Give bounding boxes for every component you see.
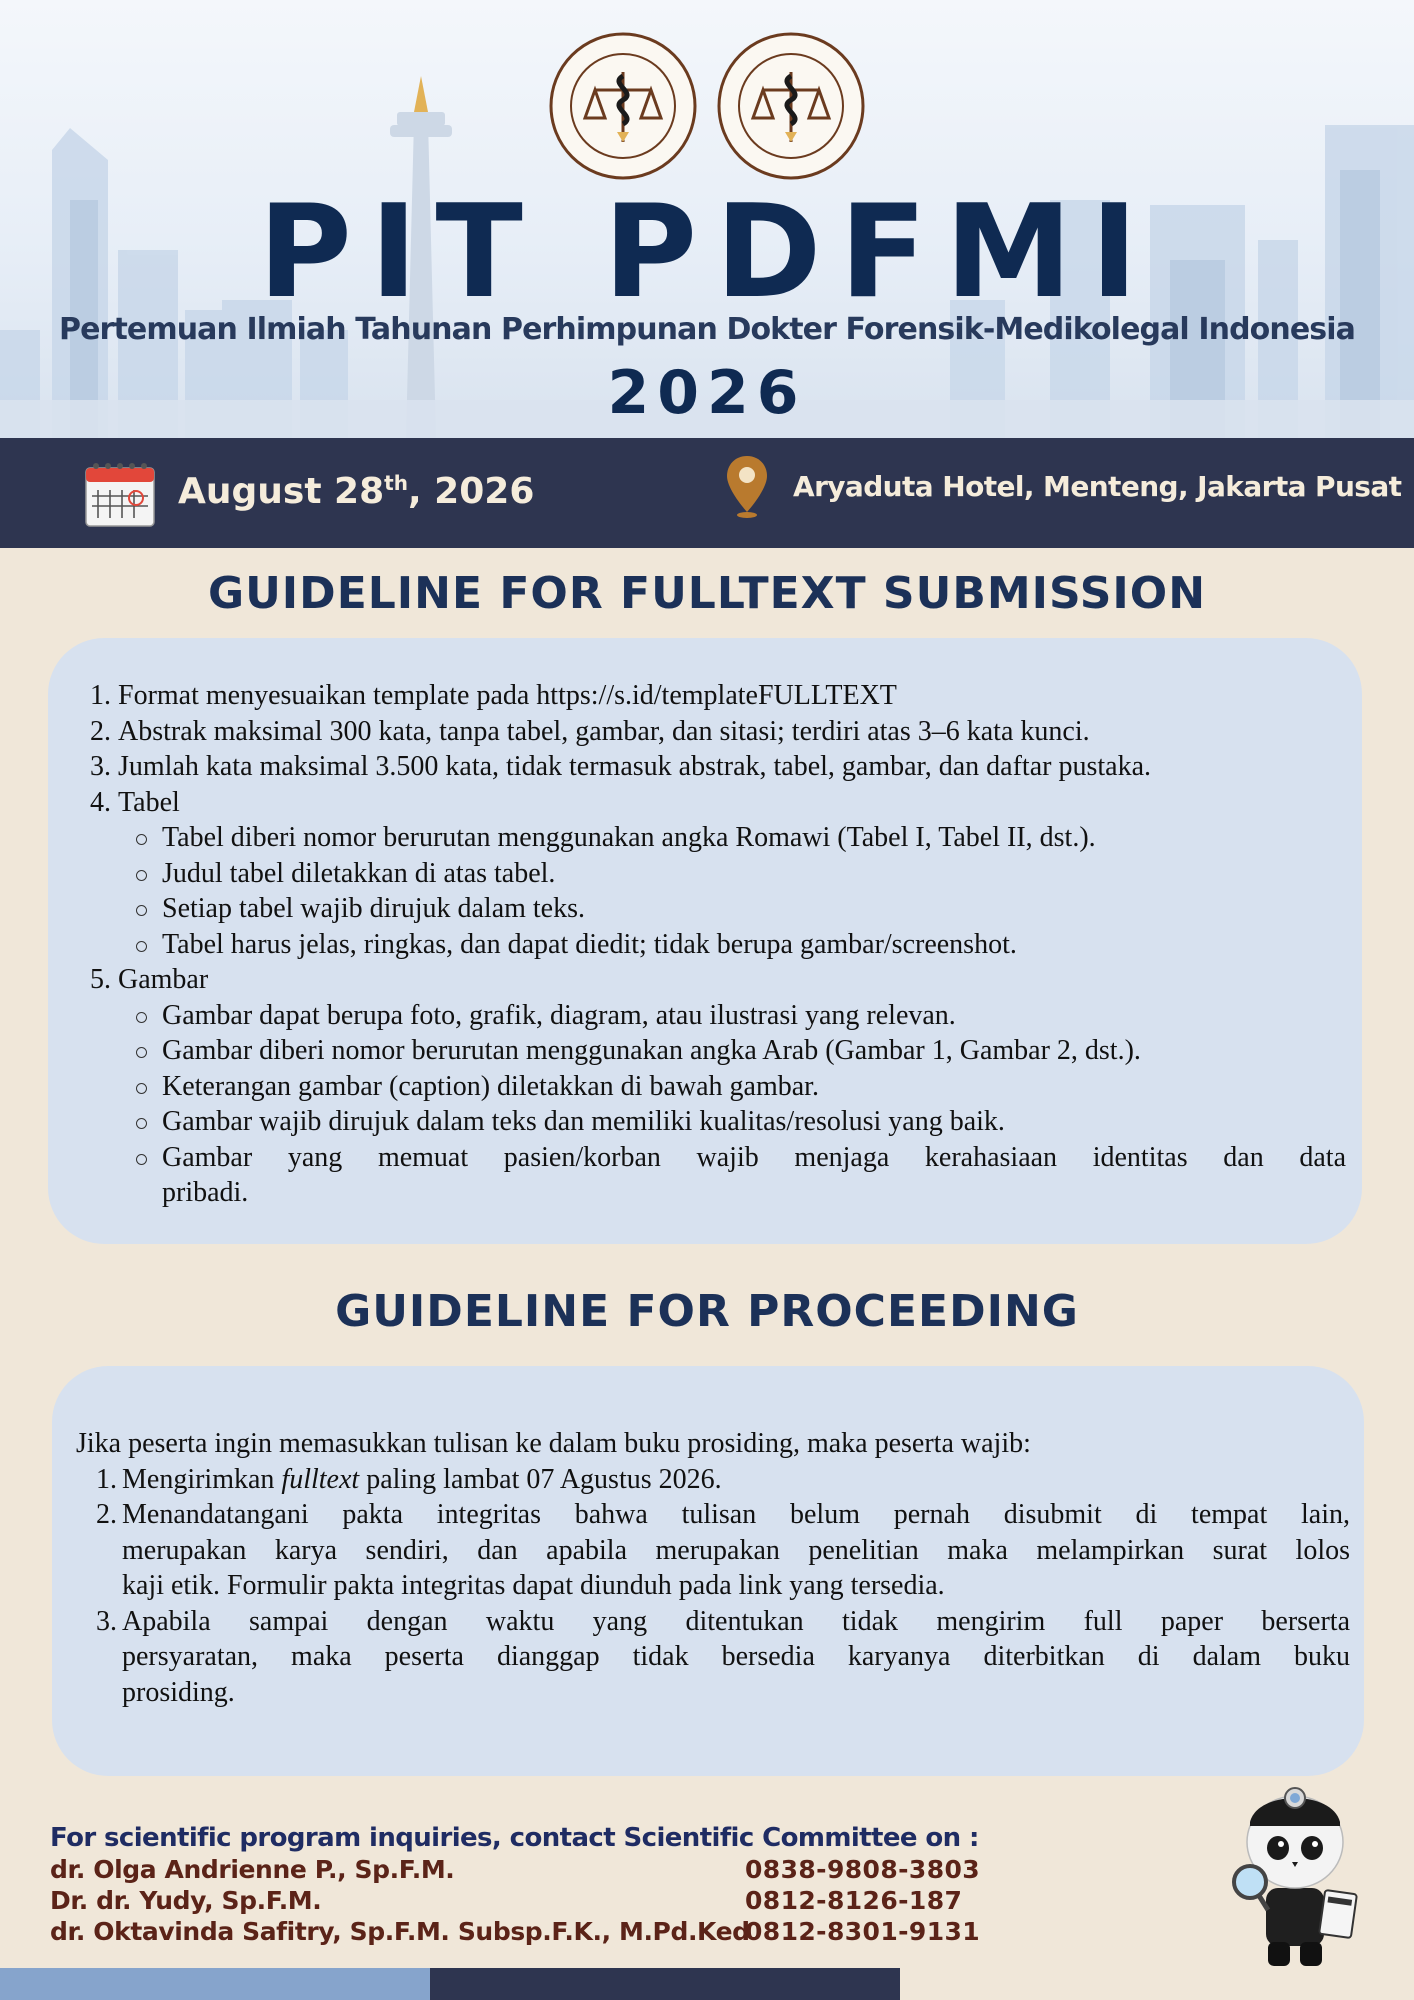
proceeding-guideline-heading: GUIDELINE FOR PROCEEDING [335, 1286, 1079, 1337]
contact-name: Dr. dr. Yudy, Sp.F.M. [50, 1886, 322, 1915]
event-venue: Aryaduta Hotel, Menteng, Jakarta Pusat [793, 470, 1402, 503]
event-year: 2026 [607, 358, 807, 428]
pdfmi-indonesia-logo [717, 32, 865, 180]
sub-list-item: Tabel diberi nomor berurutan menggunakan angka Romawi (Tabel I, Tabel II, dst.). [96, 820, 1346, 856]
contact-name: dr. Olga Andrienne P., Sp.F.M. [50, 1855, 455, 1884]
list-item: 2. Abstrak maksimal 300 kata, tanpa tabel, gambar, dan sitasi; terdiri atas 3–6 kata kunci. [90, 715, 1090, 747]
list-item: 5. Gambar [90, 964, 209, 995]
sub-list-item: Gambar wajib dirujuk dalam teks dan memiliki kualitas/resolusi yang baik. [96, 1104, 1346, 1140]
proceeding-guideline-list [76, 1426, 1350, 1710]
calendar-icon [84, 460, 158, 528]
footer-accent-bar-dark [430, 1968, 900, 2000]
contact-row [50, 1916, 979, 1947]
contact-phone: 0812-8301-9131 [745, 1917, 981, 1946]
pdfmi-cabang-jaya-logo [549, 32, 697, 180]
fulltext-guideline-list [90, 678, 1346, 1211]
list-item: 2. Menandatangani pakta integritas bahwa tulisan belum pernah disubmit di tempat lain, merupakan karya sendiri, dan apabila merupakan penelitian maka melampirkan surat lolos kaji etik. Formulir pakta integritas dapat diunduh pada link yang tersedia. [96, 1499, 1350, 1601]
hero-banner [0, 0, 1414, 438]
contact-row [50, 1854, 979, 1885]
sub-list-item: Judul tabel diletakkan di atas tabel. [96, 856, 1346, 892]
event-date: August 28th, 2026 [178, 471, 535, 512]
sub-list-item: Keterangan gambar (caption) diletakkan di bawah gambar. [96, 1069, 1346, 1105]
sub-list-item: Gambar dapat berupa foto, grafik, diagram, atau ilustrasi yang relevan. [96, 998, 1346, 1034]
map-pin-icon [725, 454, 769, 520]
list-item: 1. Format menyesuaikan template pada https://s.id/templateFULLTEXT [90, 680, 897, 711]
list-item: 4. Tabel [90, 786, 180, 818]
event-info-bar [0, 438, 1414, 548]
forensic-mascot-icon [1228, 1770, 1362, 1970]
contact-row [50, 1885, 979, 1916]
list-item: 3. Apabila sampai dengan waktu yang ditentukan tidak mengirim full paper berserta persyaratan, maka peserta dianggap tidak bersedia karyanya diterbitkan di dalam buku prosiding. [96, 1605, 1350, 1708]
logo-group [549, 32, 865, 182]
contact-heading: For scientific program inquiries, contact Scientific Committee on : [50, 1823, 979, 1853]
contact-phone: 0838-9808-3803 [745, 1855, 981, 1884]
footer-accent-bar-light [0, 1968, 430, 2000]
contact-phone: 0812-8126-187 [745, 1886, 963, 1915]
sub-list-item: Tabel harus jelas, ringkas, dan dapat diedit; tidak berupa gambar/screenshot. [96, 927, 1346, 963]
sub-list-item: Gambar diberi nomor berurutan menggunakan angka Arab (Gambar 1, Gambar 2, dst.). [96, 1033, 1346, 1069]
event-subtitle: Pertemuan Ilmiah Tahunan Perhimpunan Dokter Forensik-Medikolegal Indonesia [59, 312, 1355, 347]
list-item: 1. Mengirimkan fulltext paling lambat 07 Agustus 2026. [96, 1463, 722, 1495]
contact-name: dr. Oktavinda Safitry, Sp.F.M. Subsp.F.K., M.Pd.Ked [50, 1917, 750, 1946]
fulltext-guideline-heading: GUIDELINE FOR FULLTEXT SUBMISSION [207, 568, 1207, 619]
event-title: PIT PDFMI [258, 178, 1156, 327]
contact-footer [50, 1822, 979, 1947]
proceeding-intro: Jika peserta ingin memasukkan tulisan ke dalam buku prosiding, maka peserta wajib: [76, 1428, 1031, 1459]
sub-list-item: Gambar yang memuat pasien/korban wajib menjaga kerahasiaan identitas dan data pribadi. [96, 1140, 1346, 1211]
sub-list-item: Setiap tabel wajib dirujuk dalam teks. [96, 891, 1346, 927]
list-item: 3. Jumlah kata maksimal 3.500 kata, tidak termasuk abstrak, tabel, gambar, dan daftar pustaka. [90, 751, 1151, 782]
